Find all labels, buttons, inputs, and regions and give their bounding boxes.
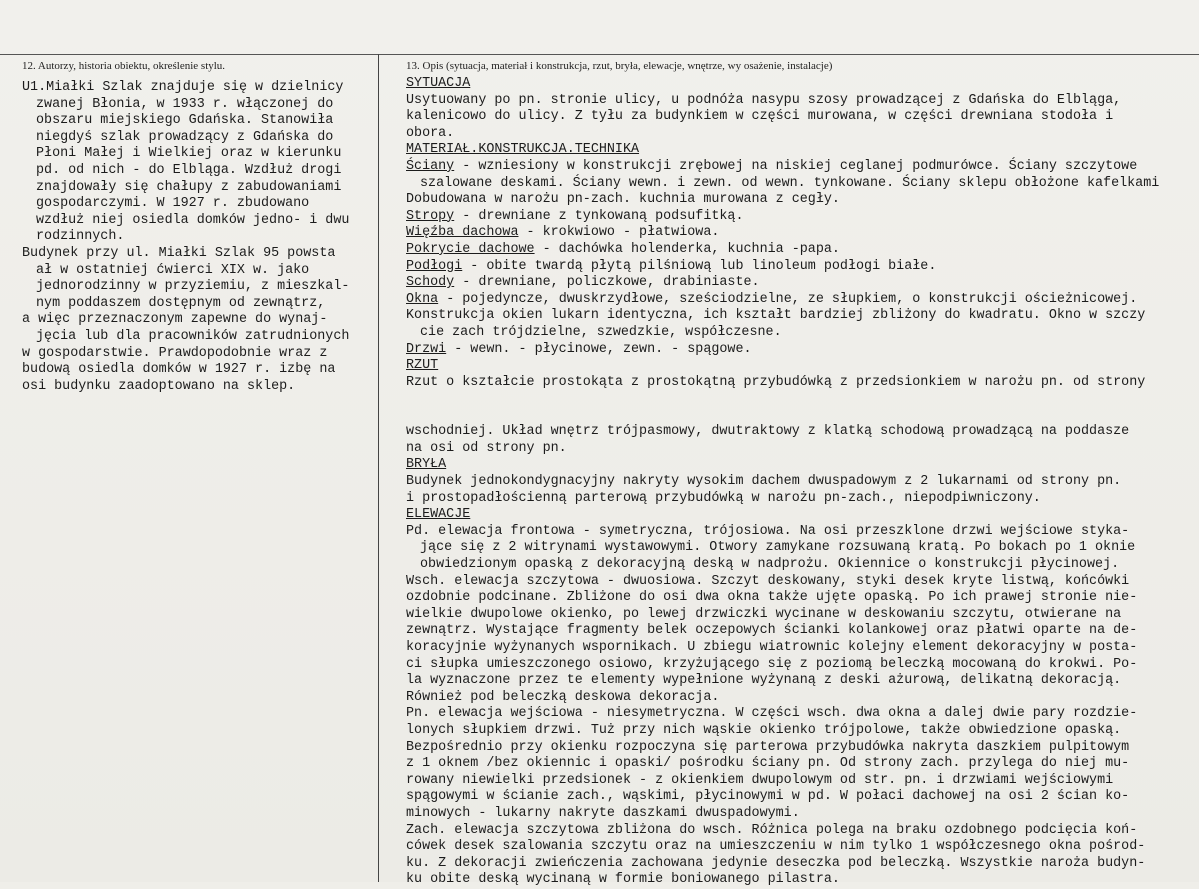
elewacje-line: ku obite deską wycinaną w formie boniowanego pilastra.	[406, 872, 840, 888]
section-12-header: 12. Autorzy, historia obiektu, określenie stylu.	[22, 60, 226, 72]
history-line: znajdowały się chałupy z zabudowaniami	[36, 179, 342, 195]
section-13-header: 13. Opis (sytuacja, materiał i konstrukcja, rzut, bryła, elewacje, wnętrze, wy osażenie, instalacje)	[406, 60, 833, 72]
elewacje-line: minowych - lukarny nakryte daszkami dwuspadowymi.	[406, 805, 800, 821]
elewacje-line: jące się z 2 witrynami wystawowymi. Otwory zamykane rozsuwaną kratą. Po bokach po 1 oknie	[420, 540, 1136, 556]
drzwi-line	[406, 342, 1198, 359]
rzut-line: na osi od strony pn.	[406, 440, 567, 456]
sytuacja-line: Usytuowany po pn. stronie ulicy, u podnóża nasypu szosy prowadzącej z Gdańska do Elbląga,	[406, 92, 1122, 108]
history-line: obszaru miejskiego Gdańska. Stanowiła	[36, 113, 334, 129]
elewacje-line: Bezpośrednio przy okienku rozpoczyna się parterowa przybudówka nakryta daszkiem pulpitowym	[406, 739, 1130, 755]
elewacje-heading: ELEWACJE	[406, 507, 471, 523]
sytuacja-heading: SYTUACJA	[406, 76, 471, 91]
pokrycie-line	[406, 242, 1198, 259]
elewacje-line: lonych słupkiem drzwi. Tuż przy nich wąskie okienko trójpolowe, także obwiedzione opaską.	[406, 722, 1122, 738]
history-line: Budynek przy ul. Miałki Szlak 95 powsta	[22, 245, 336, 261]
elewacje-line: ci słupka umieszczonego osiowo, krzyżującego się z poziomą beleczką mocowaną do krokwi. Po-	[406, 656, 1138, 672]
history-line: Płoni Małej i Wielkiej oraz w kierunku	[36, 146, 342, 162]
bryla-line: Budynek jednokondygnacyjny nakryty wysokim dachem dwuspadowym z 2 lukarnami od strony pn.	[406, 474, 1122, 490]
wiezba-line	[406, 225, 1198, 242]
description-column	[406, 76, 1198, 889]
sciany-line	[406, 159, 1198, 176]
sytuacja-line: kalenicowo do ulicy. Z tyłu za budynkiem w części murowana, w części drewniana stodoła i	[406, 109, 1114, 125]
history-line: ał w ostatniej ćwierci XIX w. jako	[36, 262, 310, 278]
wiezba-label: Więźba dachowa	[406, 225, 519, 241]
stropy-label: Stropy	[406, 208, 455, 224]
rzut-heading: RZUT	[406, 358, 439, 374]
elewacje-line: koracyjnie wyżynanych wspornikach. U zbiegu wiatrownic kolejny element dekoracyjny w posta-	[406, 640, 1138, 655]
sciany-line: szalowane deskami. Ściany wewn. i zewn. od wewn. tynkowane. Ściany sklepu obłożone kafelkami	[420, 175, 1160, 191]
history-line: budową osiedla domków w 1927 r. izbę na	[22, 362, 336, 378]
elewacje-line: z 1 oknem /bez okiennic i opaski/ pośrodku ściany pn. Od strony zach. przylega do niej mu-	[406, 756, 1130, 772]
elewacje-line: cówek desek szalowania szczytu oraz na umieszczeniu w nim tylko 1 współczesnego okna pośrod-	[406, 839, 1146, 855]
history-line: rodzinnych.	[36, 229, 125, 245]
elewacje-line: Pd. elewacja frontowa - symetryczna, trójosiowa. Na osi przeszklone drzwi wejściowe styka-	[406, 523, 1130, 539]
elewacje-line: la wyznaczone przez te elementy wypełnione wyżynaną z deski ażurową, delikatną dekoracją.	[406, 673, 1122, 689]
history-line: a więc przeznaczonym zapewne do wynaj-	[22, 312, 328, 328]
column-divider	[378, 54, 379, 882]
elewacje-line: spągowymi w ścianie zach., wąskimi, płycinowymi w pd. W połaci dachowej na osi 2 ścian ko-	[406, 789, 1130, 805]
schody-line	[406, 275, 1198, 292]
podlogi-label: Podłogi	[406, 258, 463, 274]
okna-text: - pojedyncze, dwuskrzydłowe, sześciodzielne, ze słupkiem, o konstrukcji ościeżnicowej.	[438, 291, 1138, 307]
history-line: pd. od nich - do Elbląga. Wzdłuż drogi	[36, 162, 342, 178]
okna-line: Konstrukcja okien lukarn identyczna, ich kształt bardziej zbliżony do kwadratu. Okno w szczy	[406, 308, 1146, 324]
history-line: zwanej Błonia, w 1933 r. włączonej do	[36, 96, 334, 112]
history-line: gospodarczymi. W 1927 r. zbudowano	[36, 196, 310, 212]
history-line: niegdyś szlak prowadzący z Gdańska do	[36, 129, 334, 145]
elewacje-line: zewnątrz. Wystające fragmenty belek oczepowych ścianki kolankowej oraz płatwi oparte na de-	[406, 623, 1138, 639]
bryla-line: i prostopadłościenną parterową przybudówką w narożu pn-zach., niepodpiwniczony.	[406, 490, 1041, 506]
history-line: jednorodzinny w przyziemiu, z mieszkal-	[36, 279, 350, 295]
sciany-label: Ściany	[406, 158, 455, 174]
sciany-line: Dobudowana w narożu pn-zach. kuchnia murowana z cegły.	[406, 192, 840, 208]
elewacje-line: Wsch. elewacja szczytowa - dwuosiowa. Szczyt deskowany, styki desek kryte listwą, końcówki	[406, 573, 1130, 589]
bryla-heading: BRYŁA	[406, 457, 447, 473]
elewacje-line: wielkie dwupolowe okienko, po lewej drzwiczki wycinane w deskowaniu szczytu, otwierane na	[406, 606, 1122, 622]
history-line: osi budynku zaadoptowano na sklep.	[22, 378, 296, 394]
sciany-text: - wzniesiony w konstrukcji zrębowej na niskiej ceglanej podmurówce. Ściany szczytowe	[454, 158, 1138, 174]
elewacje-line: rowany niewielki przedsionek - z okienkiem dwupolowym od str. pn. i drzwiami wejściowymi	[406, 772, 1114, 788]
stropy-text: - drewniane z tynkowaną podsufitką.	[454, 208, 744, 224]
okna-line: cie zach trójdzielne, szwedzkie, współczesne.	[420, 324, 782, 340]
elewacje-line: ozdobnie podcinane. Zbliżone do osi dwa okna także ujęte opaską. Po ich prawej stronie nie-	[406, 590, 1138, 606]
history-line: jęcia lub dla pracowników zatrudnionych	[36, 328, 350, 344]
elewacje-line: obwiedzionym opaską z dekoracyjną deską w nadprożu. Okiennice o konstrukcji płycinowej.	[420, 557, 1120, 573]
material-heading: MATERIAŁ.KONSTRUKCJA.TECHNIKA	[406, 142, 640, 158]
history-line: wzdłuż niej osiedla domków jedno- i dwu	[36, 212, 350, 228]
history-line: nym poddaszem dostępnym od zewnątrz,	[36, 295, 326, 311]
elewacje-line: Zach. elewacja szczytowa zbliżona do wsch. Różnica polega na braku ozdobnego podcięcia koń-	[406, 822, 1138, 838]
history-line: U1.Miałki Szlak znajduje się w dzielnicy	[22, 80, 344, 95]
okna-label: Okna	[406, 291, 439, 307]
elewacje-line: Również pod beleczką deskowa dekoracja.	[406, 689, 720, 705]
schody-label: Schody	[406, 275, 455, 291]
elewacje-line: Pn. elewacja wejściowa - niesymetryczna. W części wsch. dwa okna a dalej dwie pary rozdzie-	[406, 706, 1138, 722]
pokrycie-label: Pokrycie dachowe	[406, 241, 535, 257]
pokrycie-text: - dachówka holenderka, kuchnia -papa.	[534, 241, 840, 257]
podlogi-line	[406, 259, 1198, 276]
spacer	[406, 391, 1198, 424]
schody-text: - drewniane, policzkowe, drabiniaste.	[454, 275, 760, 291]
rzut-line: wschodniej. Układ wnętrz trójpasmowy, dwutraktowy z klatką schodową prowadzącą na poddasze	[406, 424, 1130, 440]
stropy-line	[406, 209, 1198, 226]
history-column	[22, 80, 374, 395]
podlogi-text: - obite twardą płytą pilśniową lub linoleum podłogi białe.	[462, 258, 937, 274]
drzwi-text: - wewn. - płycinowe, zewn. - spągowe.	[446, 341, 752, 357]
rzut-line: Rzut o kształcie prostokąta z prostokątną przybudówką z przedsionkiem w narożu pn. od strony	[406, 374, 1146, 390]
wiezba-text: - krokwiowo - płatwiowa.	[518, 225, 720, 241]
okna-line	[406, 292, 1198, 309]
top-rule	[0, 54, 1199, 55]
elewacje-line: ku. Z dekoracji zwieńczenia zachowana jedynie deseczka pod beleczką. Wszystkie naroża budyn-	[406, 855, 1146, 871]
drzwi-label: Drzwi	[406, 341, 447, 357]
history-line: w gospodarstwie. Prawdopodobnie wraz z	[22, 345, 328, 361]
sytuacja-line: obora.	[406, 125, 455, 141]
